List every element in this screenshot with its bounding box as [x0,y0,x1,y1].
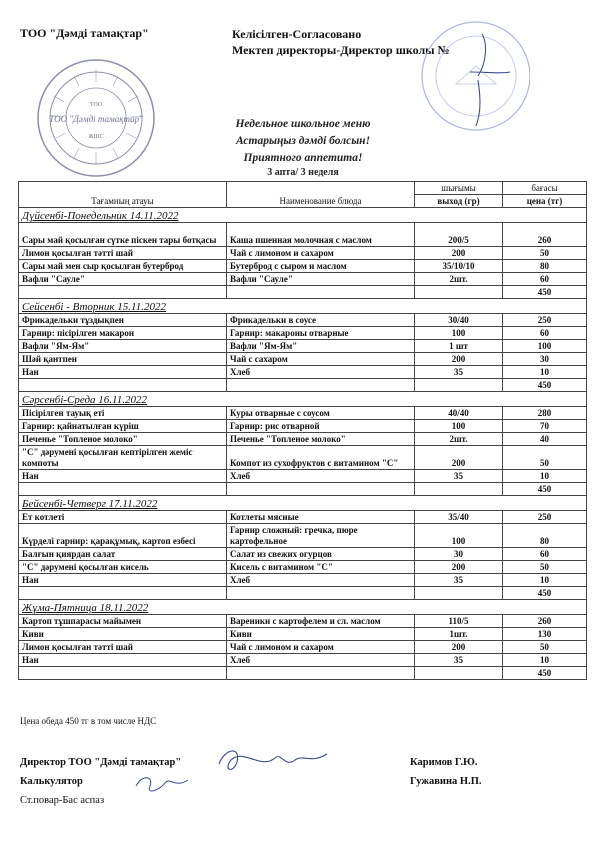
dish-price: 260 [503,615,587,628]
day-title: Сейсенбі - Вторник 15.11.2022 [19,299,587,314]
dish-price: 250 [503,314,587,327]
dish-kz: Сары май мен сыр қосылған бутерброд [19,260,227,273]
dish-price: 50 [503,247,587,260]
dish-yield: 35 [415,654,503,667]
dish-yield: 30 [415,548,503,561]
dish-yield: 40/40 [415,407,503,420]
cook-label: Ст.повар-Бас аспаз [20,795,105,806]
dish-ru: Гарнир: рис отварной [227,420,415,433]
menu-greeting-kz: Астарыңыз дәмді болсын! [235,135,371,147]
dish-kz: Фрикадельки тұздықпен [19,314,227,327]
day-total: 450 [503,379,587,392]
day-total: 450 [503,483,587,496]
dish-ru: Гарнир: макароны отварные [227,327,415,340]
col-header-ru: Наименование блюда [227,182,415,208]
dish-ru: Чай с лимоном и сахаром [227,247,415,260]
dish-ru: Гарнир сложный: гречка, пюре картофельное [227,524,415,548]
dish-price: 250 [503,511,587,524]
day-total: 450 [503,587,587,600]
dish-ru: Кисель с витамином "С" [227,561,415,574]
dish-kz: Нан [19,574,227,587]
dish-ru: Котлеты мясные [227,511,415,524]
dish-price: 50 [503,561,587,574]
dish-ru: Вафли "Ям-Ям" [227,340,415,353]
week-label: 3 апта/ 3 неделя [267,167,339,178]
dish-price: 50 [503,641,587,654]
dish-ru: Чай с сахаром [227,353,415,366]
dish-yield: 35 [415,470,503,483]
dish-kz: Шәй қантпен [19,353,227,366]
dish-kz: Вафли "Сауле" [19,273,227,286]
dish-kz: Гарнир: пісірілген макарон [19,327,227,340]
dish-kz: Күрделі гарнир: қарақұмық, картоп езбесі [19,524,227,548]
dish-kz: Ет котлеті [19,511,227,524]
day-title: Бейсенбі-Четверг 17.11.2022 [19,496,587,511]
dish-ru: Фрикадельки в соусе [227,314,415,327]
col-header-yield-ru: выход (гр) [415,195,503,208]
dish-yield: 35 [415,574,503,587]
dish-ru: Вафли "Сауле" [227,273,415,286]
dish-kz: Пісірілген тауық еті [19,407,227,420]
dish-kz: Нан [19,366,227,379]
menu-table [18,181,587,680]
dish-ru: Хлеб [227,470,415,483]
dish-ru: Киви [227,628,415,641]
dish-yield: 30/40 [415,314,503,327]
director-name: Каримов Г.Ю. [410,757,478,768]
menu-greeting-ru: Приятного аппетита! [243,152,363,164]
stamp-bottom-text: ЖШС [88,134,104,140]
dish-yield: 200 [415,247,503,260]
dish-yield: 200 [415,561,503,574]
dish-price: 100 [503,340,587,353]
dish-ru: Вареники с картофелем и сл. маслом [227,615,415,628]
dish-yield: 200/5 [415,223,503,247]
dish-price: 10 [503,654,587,667]
dish-kz: Печенье "Топленое молоко" [19,433,227,446]
dish-price: 60 [503,548,587,561]
dish-yield: 2шт. [415,273,503,286]
dish-yield: 35/10/10 [415,260,503,273]
calculator-signature [132,770,192,798]
dish-yield: 200 [415,353,503,366]
dish-yield: 1 шт [415,340,503,353]
dish-price: 50 [503,446,587,470]
dish-kz: Лимон қосылған тәтті шай [19,247,227,260]
dish-ru: Куры отварные с соусом [227,407,415,420]
dish-kz: "С" дәрумені қосылған кептірілген жеміс компоты [19,446,227,470]
col-header-price-kz: бағасы [503,182,587,195]
dish-yield: 100 [415,420,503,433]
col-header-yield-kz: шығымы [415,182,503,195]
dish-ru: Печенье "Топленое молоко" [227,433,415,446]
dish-price: 30 [503,353,587,366]
day-title: Сәрсенбі-Среда 16.11.2022 [19,392,587,407]
dish-price: 10 [503,470,587,483]
day-title: Дүйсенбі-Понедельник 14.11.2022 [19,208,587,223]
dish-kz: Киви [19,628,227,641]
dish-ru: Хлеб [227,366,415,379]
dish-yield: 200 [415,641,503,654]
svg-text:ТОО: ТОО [89,102,103,108]
dish-ru: Компот из сухофруктов с витамином "С" [227,446,415,470]
dish-yield: 200 [415,446,503,470]
dish-ru: Хлеб [227,574,415,587]
dish-price: 80 [503,260,587,273]
dish-yield: 2шт. [415,433,503,446]
dish-ru: Бутерброд с сыром и маслом [227,260,415,273]
dish-kz: Гарнир: қайнатылған күріш [19,420,227,433]
dish-ru: Салат из свежих огурцов [227,548,415,561]
calculator-name: Гужавина Н.П. [410,776,482,787]
day-total: 450 [503,667,587,680]
dish-price: 70 [503,420,587,433]
dish-ru: Каша пшенная молочная с маслом [227,223,415,247]
dish-price: 10 [503,574,587,587]
menu-title: Недельное школьное меню [235,118,371,130]
dish-yield: 100 [415,524,503,548]
dish-kz: Нан [19,654,227,667]
dish-kz: Сары май қосылған сүтке піскен тары ботқасы [19,223,227,247]
approval-director: Мектеп директоры-Директор школы № [232,43,450,57]
dish-price: 280 [503,407,587,420]
dish-yield: 100 [415,327,503,340]
dish-price: 60 [503,273,587,286]
stamp-center-text: ТОО "Дәмді тамақтар" [49,114,143,124]
dish-kz: Балғын қиярдан салат [19,548,227,561]
dish-price: 260 [503,223,587,247]
col-header-price-ru: цена (тг) [503,195,587,208]
dish-price: 80 [503,524,587,548]
dish-kz: "С" дәрумені қосылған кисель [19,561,227,574]
calculator-label: Калькулятор [20,776,83,787]
dish-kz: Картоп тұшпарасы майымен [19,615,227,628]
dish-yield: 1шт. [415,628,503,641]
organization-name: ТОО "Дәмді тамақтар" [20,26,149,40]
director-label: Директор ТОО "Дәмді тамақтар" [20,757,182,768]
dish-ru: Хлеб [227,654,415,667]
col-header-kz: Тағамның атауы [19,182,227,208]
approval-agreed: Келісілген-Согласовано [232,27,362,41]
dish-yield: 35 [415,366,503,379]
dish-ru: Чай с лимоном и сахаром [227,641,415,654]
dish-kz: Нан [19,470,227,483]
dish-price: 60 [503,327,587,340]
dish-price: 40 [503,433,587,446]
dish-price: 10 [503,366,587,379]
day-title: Жұма-Пятница 18.11.2022 [19,600,587,615]
dish-yield: 35/40 [415,511,503,524]
dish-price: 130 [503,628,587,641]
price-note: Цена обеда 450 тг в том числе НДС [20,716,157,726]
dish-kz: Вафли "Ям-Ям" [19,340,227,353]
day-total: 450 [503,286,587,299]
director-signature [215,740,335,780]
dish-kz: Лимон қосылған тәтті шай [19,641,227,654]
dish-yield: 110/5 [415,615,503,628]
